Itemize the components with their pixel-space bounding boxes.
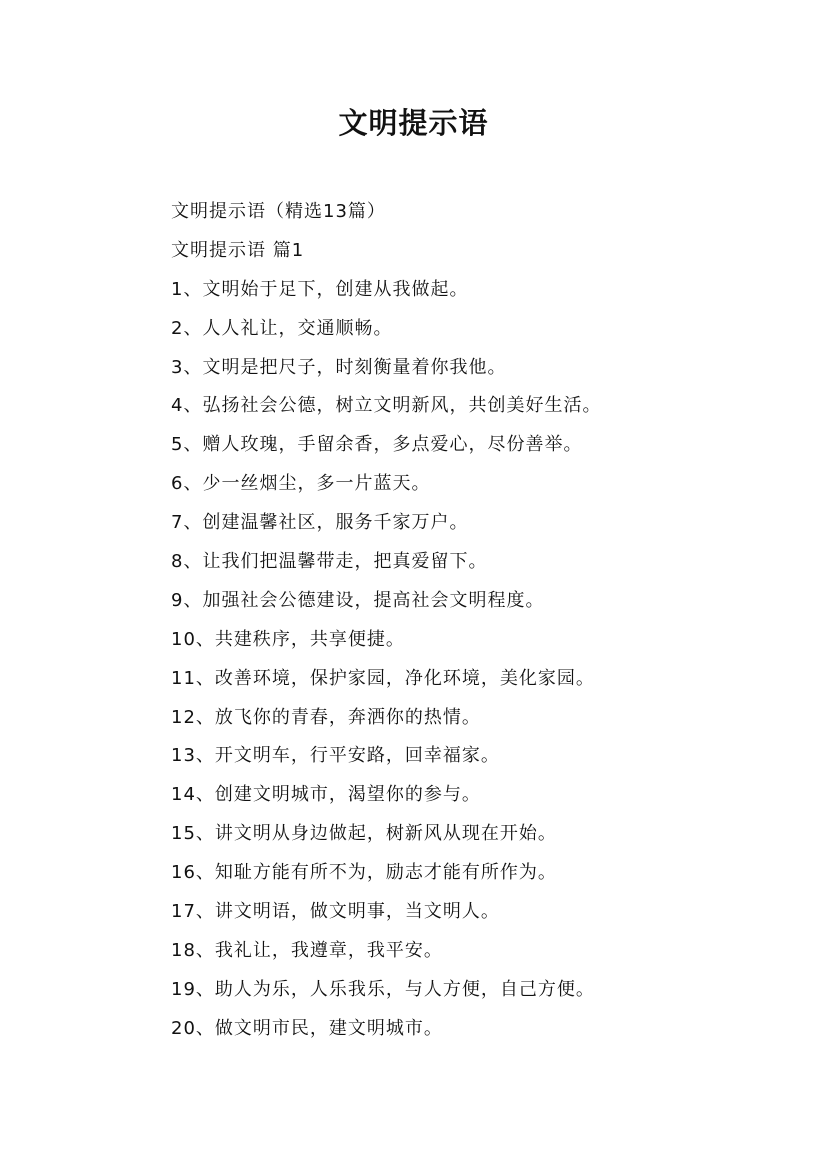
list-item: 3、文明是把尺子，时刻衡量着你我他。 <box>171 356 507 378</box>
list-item: 2、人人礼让，交通顺畅。 <box>171 317 393 339</box>
list-item: 11、改善环境，保护家园，净化环境，美化家园。 <box>171 667 595 689</box>
list-item: 9、加强社会公德建设，提高社会文明程度。 <box>171 589 545 611</box>
list-item: 14、创建文明城市，渴望你的参与。 <box>171 784 481 806</box>
document-title: 文明提示语 <box>338 106 489 140</box>
list-item: 10、共建秩序，共享便捷。 <box>171 628 405 650</box>
list-item: 7、创建温馨社区，服务千家万户。 <box>171 512 469 534</box>
list-item: 17、讲文明语，做文明事，当文明人。 <box>171 901 500 923</box>
list-item: 12、放飞你的青春，奔洒你的热情。 <box>171 706 481 728</box>
list-item: 18、我礼让，我遵章，我平安。 <box>171 939 443 961</box>
list-item: 19、助人为乐，人乐我乐，与人方便，自己方便。 <box>171 978 595 1000</box>
list-item: 1、文明始于足下，创建从我做起。 <box>171 278 469 300</box>
document-subtitle: 文明提示语（精选13篇） <box>171 201 386 222</box>
list-item: 6、少一丝烟尘，多一片蓝天。 <box>171 473 431 495</box>
document-body <box>171 193 691 1049</box>
list-item: 16、知耻方能有所不为，励志才能有所作为。 <box>171 862 557 884</box>
list-item: 5、赠人玫瑰，手留余香，多点爱心，尽份善举。 <box>171 434 583 456</box>
list-item: 20、做文明市民，建文明城市。 <box>171 1017 443 1039</box>
list-item: 8、让我们把温馨带走，把真爱留下。 <box>171 551 488 573</box>
list-item: 15、讲文明从身边做起，树新风从现在开始。 <box>171 823 557 845</box>
slogan-list <box>171 271 691 1049</box>
list-item: 4、弘扬社会公德，树立文明新风，共创美好生活。 <box>171 395 602 417</box>
list-item: 13、开文明车，行平安路，回幸福家。 <box>171 745 500 767</box>
section-heading: 文明提示语 篇1 <box>171 239 305 261</box>
